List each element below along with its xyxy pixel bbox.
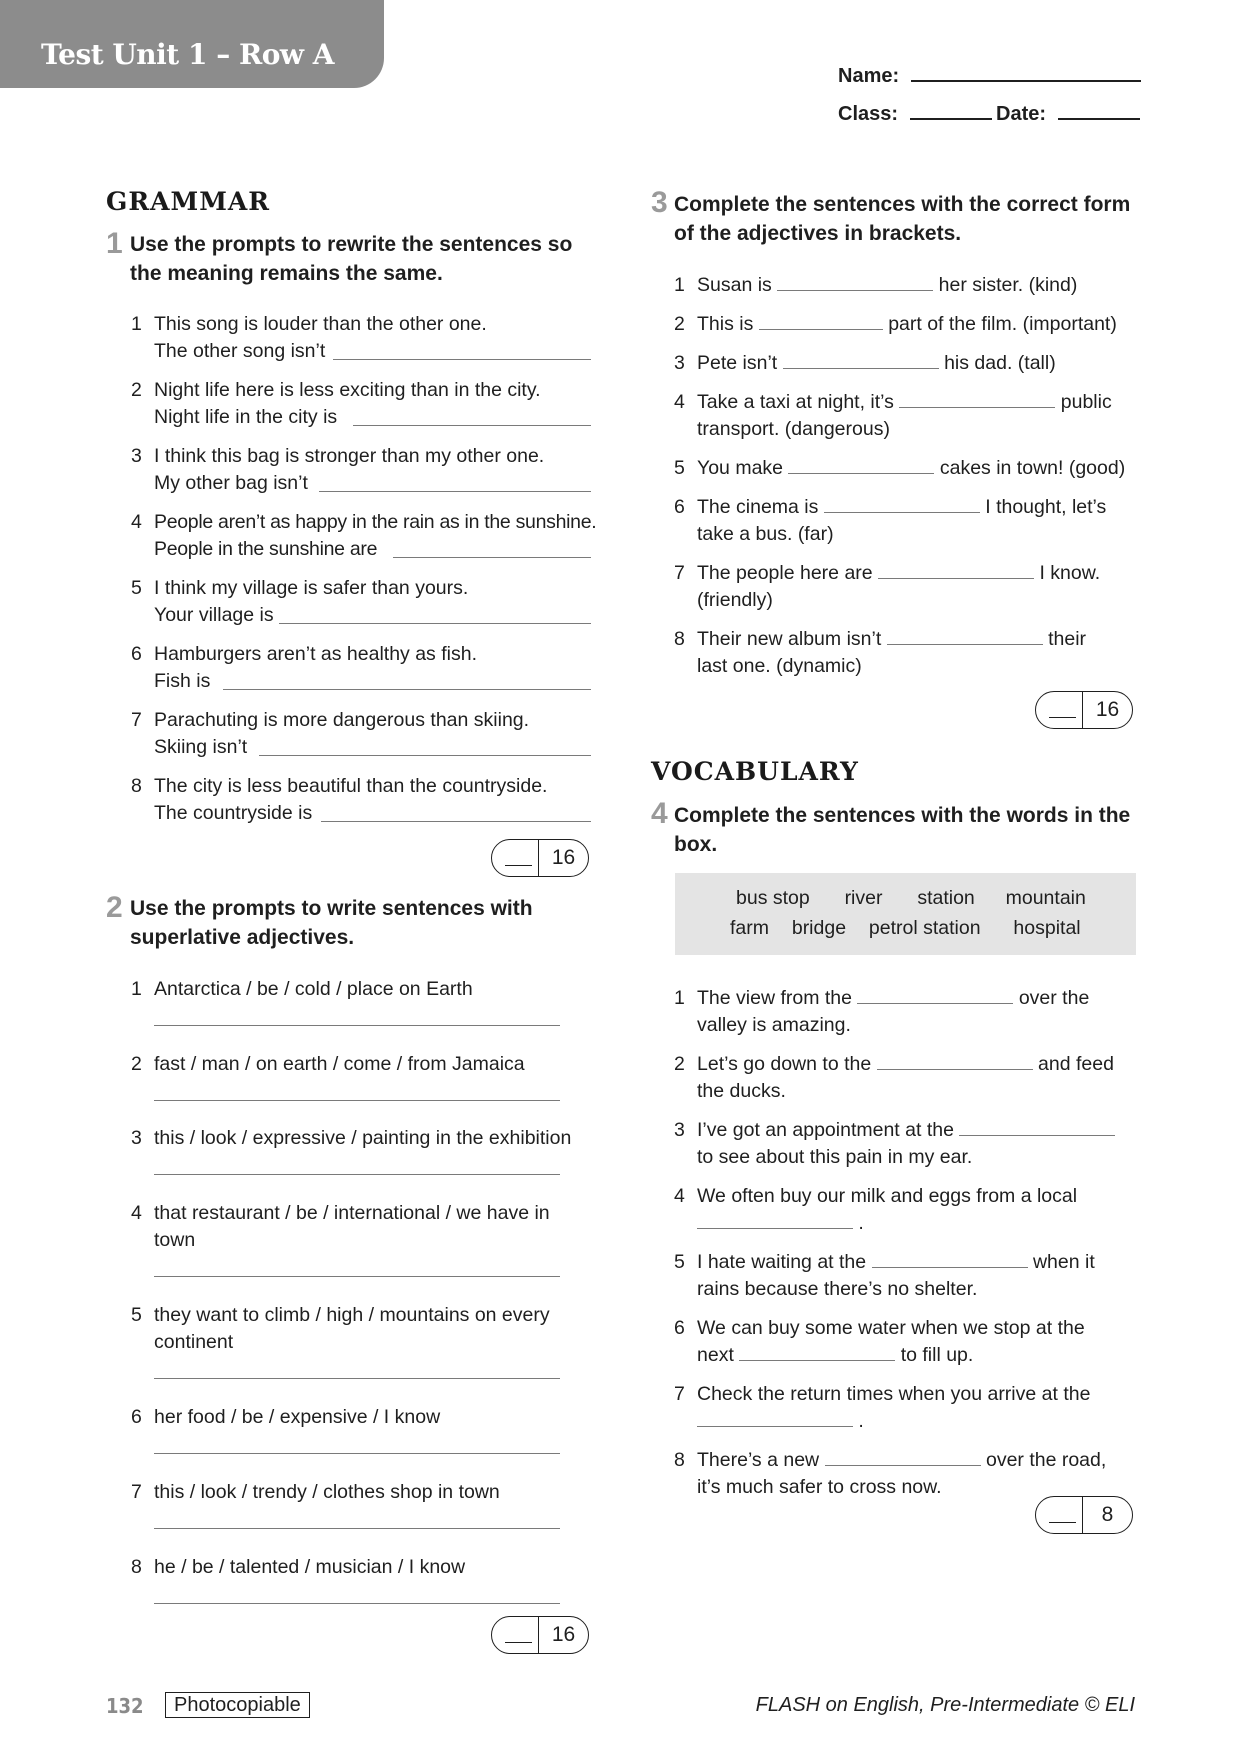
ex1-score-box[interactable]	[491, 839, 589, 877]
ex1-item-6: 6 Hamburgers aren’t as healthy as fish. Fish is	[131, 641, 591, 695]
ex3-instruction: Complete the sentences with the correct form of the adjectives in brackets.	[674, 193, 1131, 245]
date-label: Date:	[996, 103, 1047, 125]
answer-line[interactable]	[154, 1174, 560, 1175]
answer-line[interactable]	[259, 755, 591, 756]
ex1-number: 1	[106, 227, 123, 260]
word-bridge: bridge	[791, 917, 847, 939]
word-station: station	[917, 887, 975, 909]
score-input[interactable]	[492, 1617, 539, 1653]
answer-line[interactable]	[353, 425, 591, 426]
answer-blank[interactable]	[825, 1449, 981, 1466]
score-input[interactable]	[1036, 1497, 1083, 1533]
ex4-instruction: Complete the sentences with the words in the box.	[674, 804, 1131, 856]
score-total: 16	[551, 1623, 576, 1646]
name-field[interactable]	[838, 62, 1141, 88]
name-line[interactable]	[911, 62, 1141, 82]
ex1-item-8: 8 The city is less beautiful than the countryside. The countryside is	[131, 773, 591, 827]
ex4-score-box[interactable]	[1035, 1496, 1133, 1534]
answer-blank[interactable]	[824, 496, 980, 513]
date-field[interactable]	[996, 100, 1140, 126]
answer-blank[interactable]	[857, 987, 1013, 1004]
word-bus-stop: bus stop	[736, 887, 810, 909]
answer-line[interactable]	[154, 1100, 560, 1101]
publisher-credit: FLASH on English, Pre-Intermediate © ELI	[755, 1694, 1135, 1716]
word-box	[675, 873, 1136, 955]
answer-blank[interactable]	[887, 628, 1043, 645]
word-mountain: mountain	[1005, 887, 1086, 909]
ex1-instruction: Use the prompts to rewrite the sentences so the meaning remains the same.	[130, 233, 573, 285]
answer-blank[interactable]	[872, 1251, 1028, 1268]
photocopiable-label: Photocopiable	[165, 1692, 310, 1718]
class-label: Class:	[838, 103, 899, 125]
answer-blank[interactable]	[899, 391, 1055, 408]
answer-line[interactable]	[333, 359, 591, 360]
score-total: 8	[1101, 1503, 1114, 1526]
score-total: 16	[551, 846, 576, 869]
score-input[interactable]	[1036, 692, 1083, 728]
word-hospital: hospital	[1013, 917, 1081, 939]
word-petrol-station: petrol station	[868, 917, 981, 939]
ex1-item-5: 5 I think my village is safer than yours. Your village is	[131, 575, 591, 629]
score-total: 16	[1095, 698, 1120, 721]
ex3-score-box[interactable]	[1035, 691, 1133, 729]
class-line[interactable]	[910, 100, 992, 120]
ex4-number: 4	[651, 797, 668, 830]
answer-blank[interactable]	[783, 352, 939, 369]
answer-blank[interactable]	[777, 274, 933, 291]
answer-blank[interactable]	[697, 1212, 853, 1229]
ex1-item-2: 2 Night life here is less exciting than in the city. Night life in the city is	[131, 377, 591, 431]
ex1-item-4: 4 People aren’t as happy in the rain as in the sunshine. People in the sunshine are	[131, 511, 597, 560]
word-river: river	[844, 887, 883, 909]
ex1-item-7: 7 Parachuting is more dangerous than skiing. Skiing isn’t	[131, 707, 591, 761]
class-field[interactable]	[838, 100, 992, 126]
answer-blank[interactable]	[739, 1344, 895, 1361]
answer-line[interactable]	[154, 1276, 560, 1277]
answer-blank[interactable]	[878, 562, 1034, 579]
answer-line[interactable]	[393, 557, 591, 558]
answer-blank[interactable]	[697, 1410, 853, 1427]
ex1-item-3: 3 I think this bag is stronger than my other one. My other bag isn’t	[131, 443, 591, 497]
ex2-score-box[interactable]	[491, 1616, 589, 1654]
answer-line[interactable]	[154, 1025, 560, 1026]
date-line[interactable]	[1058, 100, 1140, 120]
answer-blank[interactable]	[788, 457, 934, 474]
ex1-item-1: 1 This song is louder than the other one. The other song isn’t	[131, 311, 591, 365]
answer-line[interactable]	[154, 1528, 560, 1529]
answer-line[interactable]	[154, 1453, 560, 1454]
vocabulary-heading: VOCABULARY	[651, 757, 859, 786]
answer-blank[interactable]	[759, 313, 883, 330]
ex3-number: 3	[651, 186, 668, 219]
ex2-number: 2	[106, 891, 123, 924]
grammar-heading: GRAMMAR	[106, 187, 271, 216]
answer-blank[interactable]	[877, 1053, 1033, 1070]
score-input[interactable]	[492, 840, 539, 876]
answer-line[interactable]	[154, 1603, 560, 1604]
page-number: 132	[106, 1694, 144, 1718]
answer-line[interactable]	[223, 689, 591, 690]
ex2-instruction: Use the prompts to write sentences with superlative adjectives.	[130, 897, 533, 949]
answer-line[interactable]	[279, 623, 591, 624]
answer-blank[interactable]	[959, 1119, 1115, 1136]
test-title: Test Unit 1 – Row A	[41, 38, 334, 71]
word-farm: farm	[730, 917, 769, 939]
answer-line[interactable]	[319, 491, 591, 492]
answer-line[interactable]	[154, 1378, 560, 1379]
answer-line[interactable]	[321, 821, 591, 822]
name-label: Name:	[838, 65, 900, 87]
